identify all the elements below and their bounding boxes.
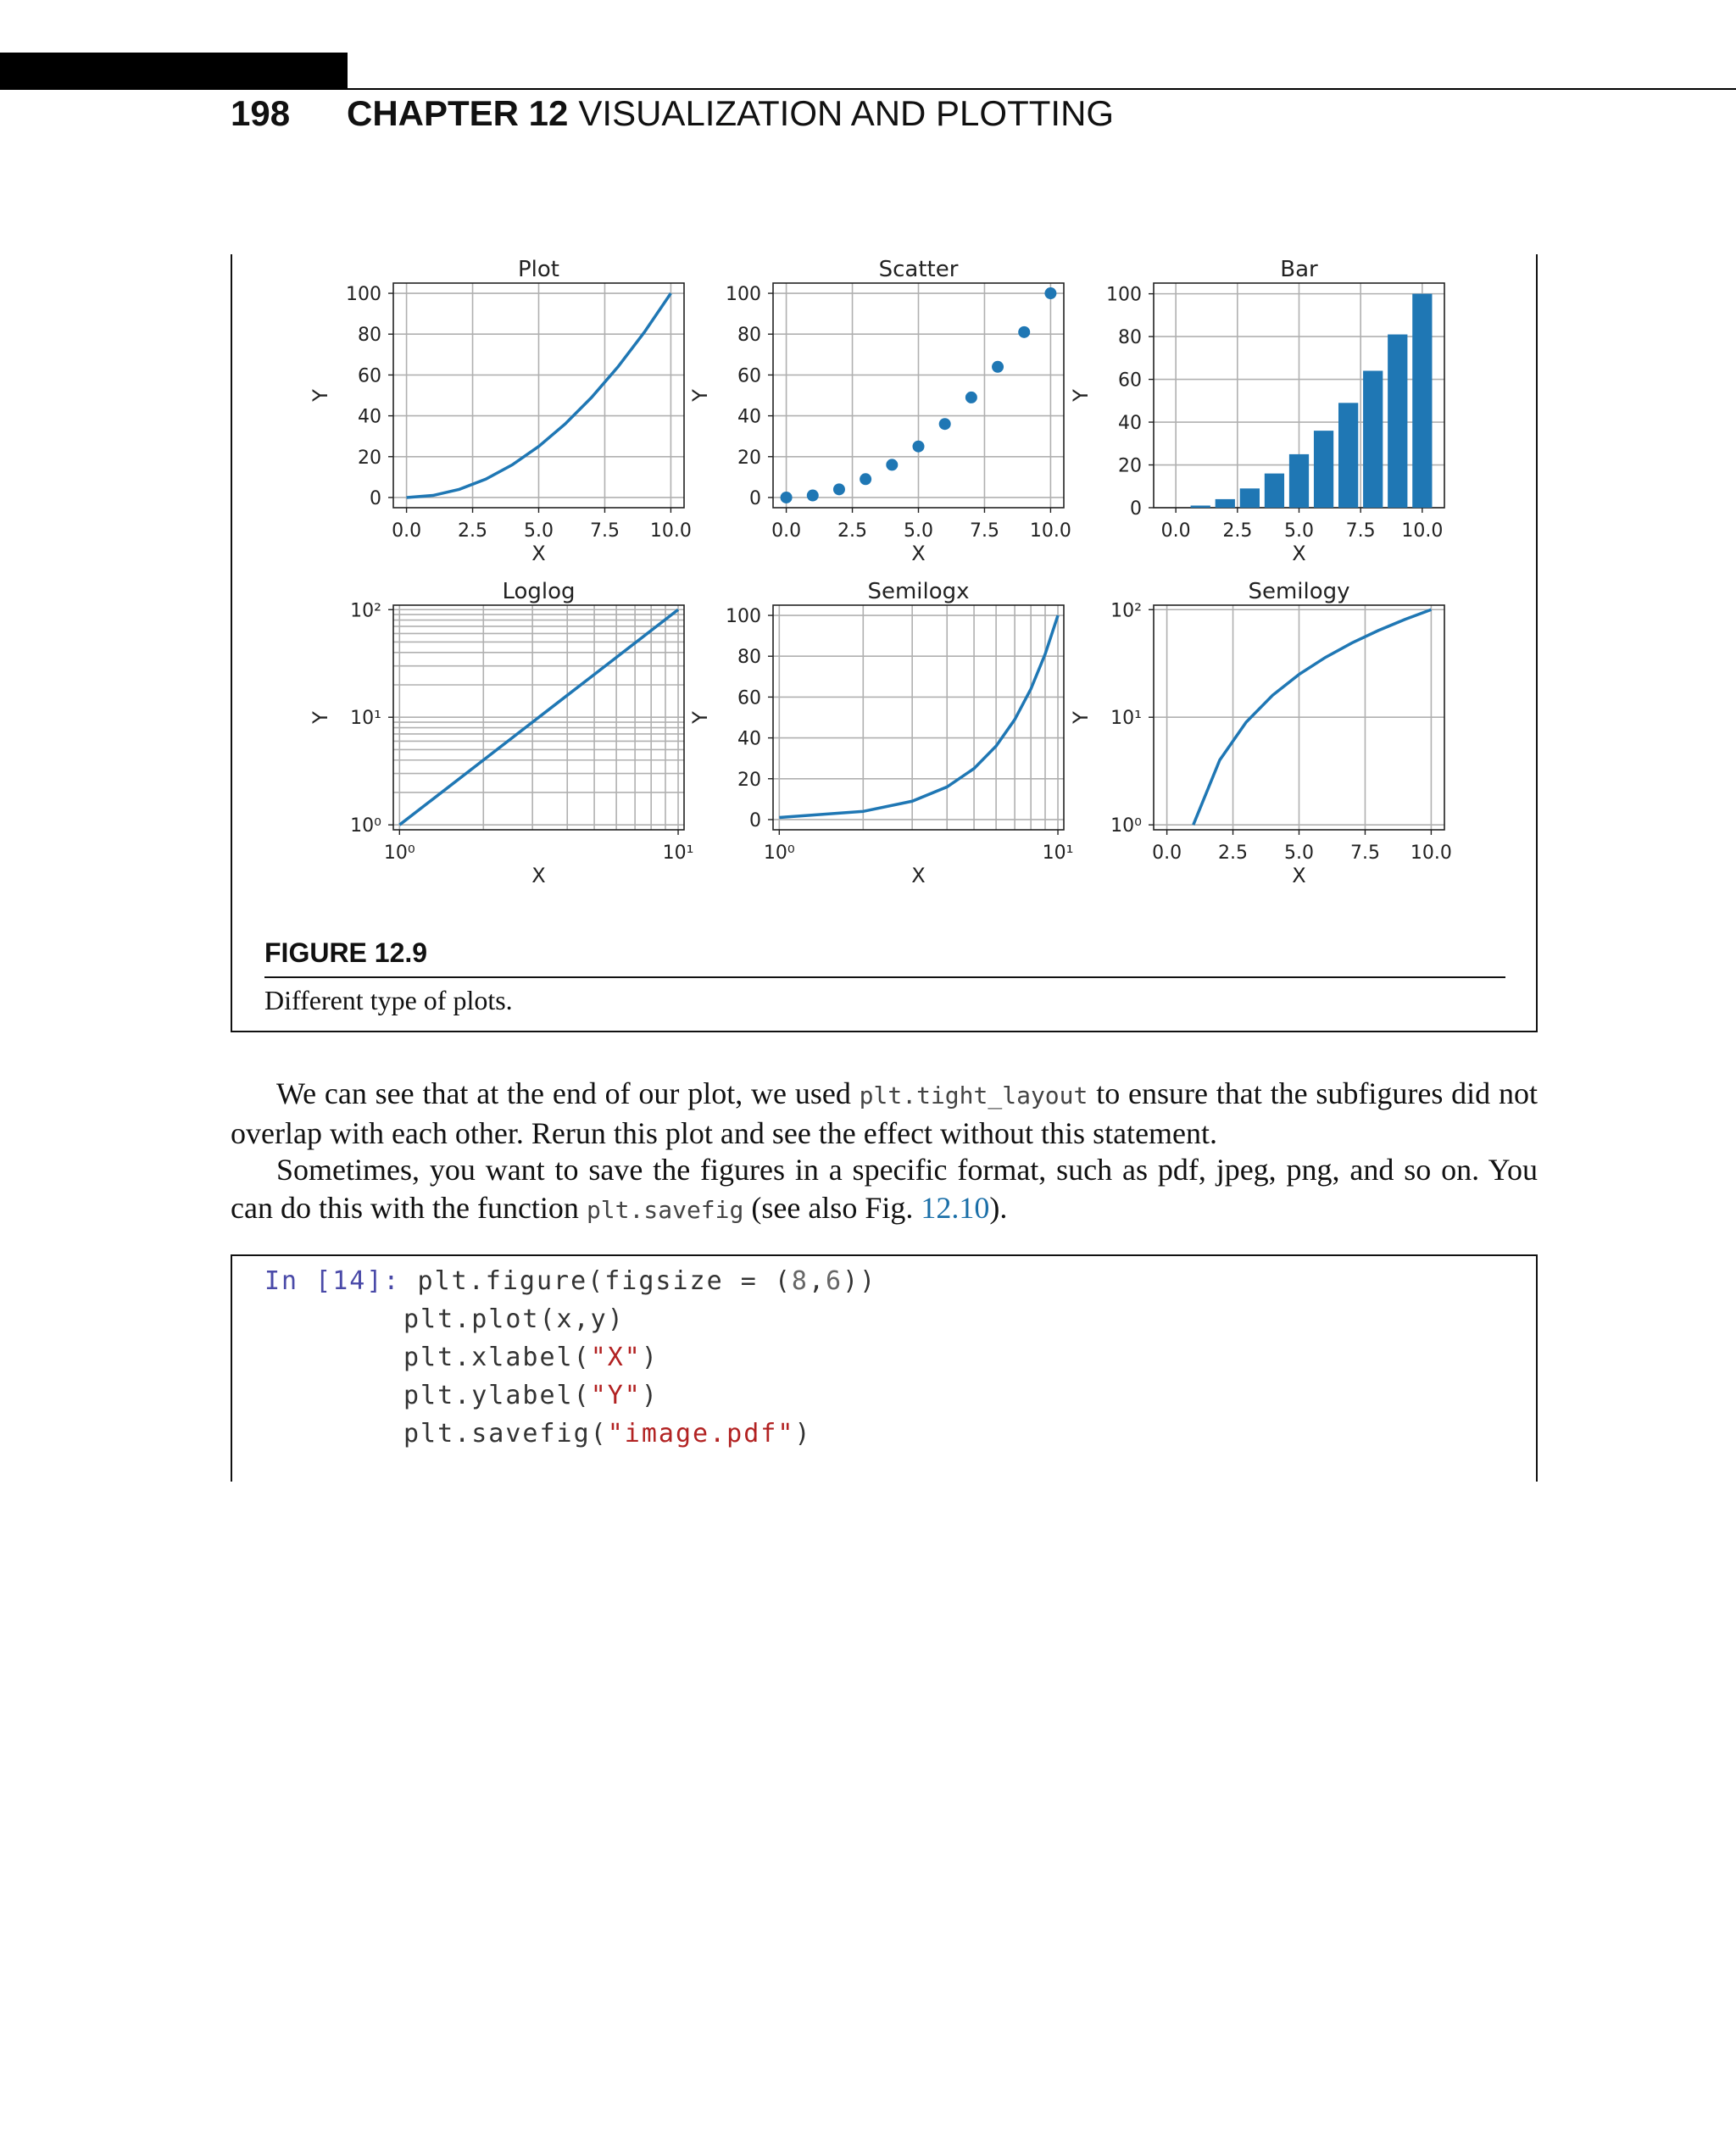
code-text: ) xyxy=(641,1343,659,1372)
code-number: 6 xyxy=(826,1266,843,1296)
p2-text-a: Sometimes, you want to save the figures in a specific format, such as pdf, jpeg, png, and so on. You can do this with the function xyxy=(231,1153,1538,1225)
x-tick-label: 0.0 xyxy=(392,520,422,542)
figure-caption: Different type of plots. xyxy=(264,985,513,1015)
scatter-point xyxy=(833,483,845,495)
scatter-point xyxy=(1018,326,1030,338)
y-tick-label: 60 xyxy=(737,365,761,387)
y-tick-label: 100 xyxy=(346,284,381,306)
y-tick-label: 100 xyxy=(1106,284,1142,306)
x-tick-label: 2.5 xyxy=(1222,520,1253,542)
code-text: plt.xlabel( xyxy=(403,1343,591,1372)
y-axis-label: Y xyxy=(309,711,332,724)
plot-title: Semilogx xyxy=(867,579,970,604)
bar xyxy=(1314,431,1333,508)
x-tick-label: 10⁰ xyxy=(383,842,415,864)
x-tick-label: 7.5 xyxy=(969,520,999,542)
plot-title: Plot xyxy=(517,257,560,282)
bar xyxy=(1240,488,1260,508)
x-tick-label: 5.0 xyxy=(524,520,554,542)
y-tick-label: 10⁰ xyxy=(350,815,381,837)
y-tick-label: 10² xyxy=(350,600,381,622)
code-line-1 xyxy=(264,1266,876,1296)
bar xyxy=(1412,294,1432,508)
y-tick-label: 0 xyxy=(749,487,761,509)
x-tick-label: 2.5 xyxy=(458,520,488,542)
code-text: plt.figure(figsize = ( xyxy=(400,1266,792,1296)
code-text: ) xyxy=(641,1381,659,1410)
x-tick-label: 10.0 xyxy=(1401,520,1444,542)
y-tick-label: 40 xyxy=(1118,413,1142,435)
x-tick-label: 10.0 xyxy=(1410,842,1452,864)
series-line xyxy=(779,615,1058,818)
x-tick-label: 10⁰ xyxy=(763,842,795,864)
y-axis-label: Y xyxy=(309,389,332,402)
scatter-point xyxy=(1044,287,1056,299)
plot-frame xyxy=(773,605,1064,830)
bar xyxy=(1363,370,1383,508)
y-tick-label: 0 xyxy=(1130,498,1142,520)
y-tick-label: 80 xyxy=(737,325,761,347)
y-tick-label: 10² xyxy=(1110,600,1142,622)
y-tick-label: 20 xyxy=(737,447,761,469)
x-tick-label: 10.0 xyxy=(649,520,692,542)
code-prompt: In [14]: xyxy=(264,1266,401,1296)
scatter-point xyxy=(886,459,898,470)
x-tick-label: 2.5 xyxy=(837,520,868,542)
y-tick-label: 20 xyxy=(1118,455,1142,477)
page-number: 198 xyxy=(231,93,291,133)
x-tick-label: 0.0 xyxy=(771,520,802,542)
y-axis-label: Y xyxy=(1069,711,1093,724)
chapter-label: CHAPTER 12 xyxy=(347,93,569,133)
code-string: "Y" xyxy=(590,1381,642,1410)
y-tick-label: 40 xyxy=(737,406,761,428)
x-tick-label: 5.0 xyxy=(1284,520,1314,542)
code-string: "X" xyxy=(590,1343,642,1372)
figure-reference-link[interactable]: 12.10 xyxy=(921,1191,990,1225)
bar xyxy=(1289,454,1309,508)
y-tick-label: 0 xyxy=(370,487,381,509)
y-tick-label: 100 xyxy=(726,606,761,628)
p1-code: plt.tight_layout xyxy=(859,1082,1088,1109)
y-tick-label: 100 xyxy=(726,284,761,306)
y-tick-label: 40 xyxy=(358,406,381,428)
header-rule xyxy=(348,88,1736,90)
scatter-point xyxy=(781,492,793,503)
p2-code: plt.savefig xyxy=(586,1196,744,1224)
code-line-5 xyxy=(403,1419,812,1449)
y-tick-label: 60 xyxy=(737,687,761,709)
paragraph-1 xyxy=(231,1075,1538,1153)
scatter-point xyxy=(992,361,1004,373)
scatter-point xyxy=(807,490,819,502)
plot-title: Semilogy xyxy=(1248,579,1350,604)
bar xyxy=(1191,505,1210,508)
bar xyxy=(1338,403,1358,508)
chapter-heading xyxy=(347,93,1114,134)
x-tick-label: 10.0 xyxy=(1029,520,1071,542)
y-axis-label: Y xyxy=(1069,389,1093,402)
code-text: )) xyxy=(843,1266,877,1296)
y-tick-label: 0 xyxy=(749,809,761,831)
x-tick-label: 7.5 xyxy=(589,520,620,542)
y-axis-label: Y xyxy=(688,389,712,402)
code-line-2: plt.plot(x,y) xyxy=(403,1304,625,1334)
paragraph-2 xyxy=(231,1151,1538,1229)
code-text: plt.savefig( xyxy=(403,1419,608,1449)
figure-plots xyxy=(254,251,1475,920)
y-tick-label: 10¹ xyxy=(1110,708,1142,730)
x-tick-label: 5.0 xyxy=(904,520,933,542)
code-line-3 xyxy=(403,1343,659,1372)
p2-text-b: (see also Fig. xyxy=(743,1191,921,1225)
x-axis-label: X xyxy=(531,542,546,565)
y-tick-label: 10⁰ xyxy=(1110,815,1142,837)
y-tick-label: 20 xyxy=(737,769,761,791)
y-tick-label: 60 xyxy=(358,365,381,387)
code-string: "image.pdf" xyxy=(607,1419,795,1449)
plot-title: Scatter xyxy=(878,257,959,282)
scatter-point xyxy=(939,418,951,430)
code-line-4 xyxy=(403,1381,659,1410)
figure-label: FIGURE 12.9 xyxy=(264,937,428,968)
chapter-title: VISUALIZATION AND PLOTTING xyxy=(578,93,1115,133)
p1-text-b: to ensure that the subfigures did not overlap with each other. Rerun this plot and see the effect without this statement. xyxy=(231,1076,1538,1150)
x-tick-label: 2.5 xyxy=(1218,842,1249,864)
scatter-point xyxy=(913,441,925,453)
y-tick-label: 80 xyxy=(1118,327,1142,349)
y-tick-label: 40 xyxy=(737,728,761,750)
bar xyxy=(1265,474,1284,508)
plot-title: Loglog xyxy=(502,579,576,604)
p1-text-a: We can see that at the end of our plot, we used xyxy=(276,1076,860,1110)
y-tick-label: 20 xyxy=(358,447,381,469)
y-tick-label: 80 xyxy=(358,325,381,347)
code-text: , xyxy=(808,1266,826,1296)
x-axis-label: X xyxy=(531,864,546,887)
bar xyxy=(1216,499,1235,508)
x-tick-label: 10¹ xyxy=(662,842,694,864)
header-bar xyxy=(0,53,348,90)
x-tick-label: 5.0 xyxy=(1284,842,1314,864)
y-axis-label: Y xyxy=(688,711,712,724)
scatter-point xyxy=(965,392,977,403)
y-tick-label: 10¹ xyxy=(350,708,381,730)
code-text: plt.ylabel( xyxy=(403,1381,591,1410)
x-tick-label: 7.5 xyxy=(1345,520,1376,542)
x-tick-label: 0.0 xyxy=(1152,842,1182,864)
x-tick-label: 0.0 xyxy=(1160,520,1191,542)
x-tick-label: 10¹ xyxy=(1042,842,1074,864)
code-text: ) xyxy=(794,1419,812,1449)
y-tick-label: 60 xyxy=(1118,370,1142,392)
x-axis-label: X xyxy=(911,864,926,887)
plot-title: Bar xyxy=(1280,257,1318,282)
code-number: 8 xyxy=(791,1266,809,1296)
figure-caption-rule xyxy=(264,976,1505,978)
bar xyxy=(1388,335,1407,508)
x-axis-label: X xyxy=(911,542,926,565)
x-axis-label: X xyxy=(1292,864,1306,887)
y-tick-label: 80 xyxy=(737,647,761,669)
p2-text-c: ). xyxy=(989,1191,1008,1225)
x-tick-label: 7.5 xyxy=(1349,842,1380,864)
scatter-point xyxy=(860,473,871,485)
x-axis-label: X xyxy=(1292,542,1306,565)
